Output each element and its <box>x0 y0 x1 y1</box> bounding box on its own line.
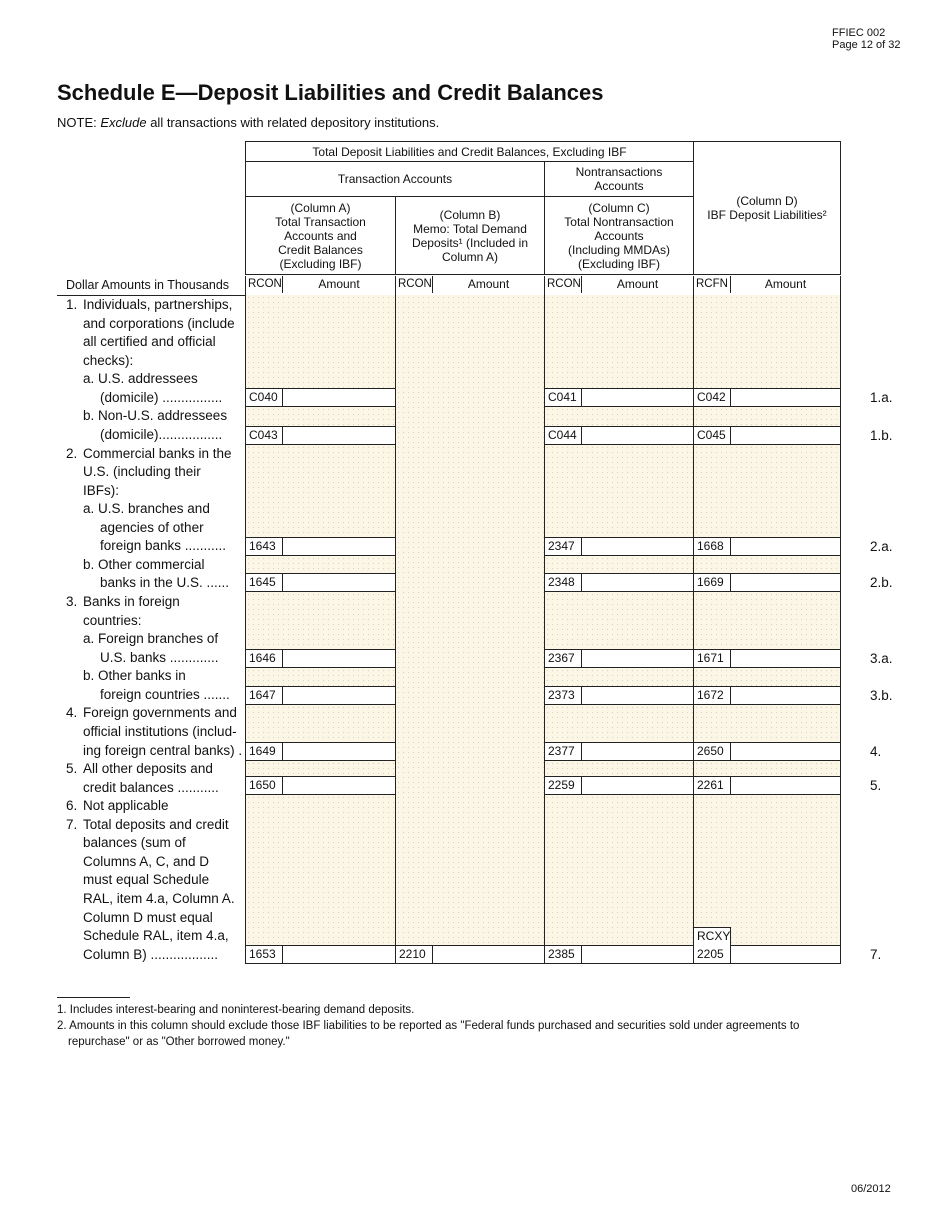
amount-field[interactable] <box>245 742 396 761</box>
item-text: a. Foreign branches of <box>83 631 219 647</box>
item-label-line <box>57 816 242 835</box>
item-text: a. U.S. branches and <box>83 501 210 517</box>
item-text: foreign banks ........... <box>100 538 227 554</box>
shaded-area <box>544 705 694 742</box>
column-subheader <box>693 276 841 295</box>
item-code: C044 <box>545 427 582 444</box>
item-label-line <box>57 649 242 668</box>
shaded-area <box>245 295 396 388</box>
amount-field[interactable] <box>544 776 694 795</box>
item-text: a. U.S. addressees <box>83 371 198 387</box>
item-text: All other deposits and <box>83 761 213 777</box>
shaded-area <box>544 668 694 686</box>
item-label-line <box>57 315 242 334</box>
item-label-line <box>57 612 242 631</box>
item-code: 1672 <box>694 687 731 704</box>
item-code: 2377 <box>545 743 582 760</box>
amount-label: Amount <box>467 277 510 291</box>
amount-field[interactable] <box>544 686 694 705</box>
item-label-line <box>57 946 242 965</box>
item-label-line <box>57 927 242 946</box>
item-label-line <box>57 426 242 445</box>
shaded-area <box>693 761 841 776</box>
item-code: 1649 <box>246 743 283 760</box>
page-number: Page 12 of 32 <box>832 39 901 51</box>
item-text: IBFs): <box>83 482 119 498</box>
shaded-area <box>245 407 396 426</box>
item-text: (domicile)................. <box>100 426 223 442</box>
line-number: 5. <box>870 778 882 793</box>
item-number: 3. <box>66 594 78 609</box>
line-number: 2.b. <box>870 575 893 590</box>
shaded-area <box>544 761 694 776</box>
item-label-line <box>57 500 242 519</box>
col-a-header-line: Credit Balances <box>278 242 363 257</box>
amount-field[interactable] <box>395 945 545 964</box>
col-c-header-line: (Including MMDAs) <box>567 242 671 257</box>
amount-field[interactable] <box>693 537 841 556</box>
item-text: checks): <box>83 352 134 368</box>
amount-field[interactable] <box>245 573 396 592</box>
item-code: 2385 <box>545 946 582 963</box>
item-code: 2210 <box>396 946 433 963</box>
item-label-line <box>57 389 242 408</box>
note-prefix: NOTE: <box>57 115 101 130</box>
prefix-label: RCON <box>396 276 433 293</box>
item-code: 1645 <box>246 574 283 591</box>
item-code: C041 <box>545 389 582 406</box>
shaded-area <box>395 295 545 945</box>
item-label-line <box>57 871 242 890</box>
item-code: 1671 <box>694 650 731 667</box>
item-label-line <box>57 630 242 649</box>
item-label-line <box>57 593 242 612</box>
shaded-area <box>693 668 841 686</box>
item-label-line <box>57 333 242 352</box>
shaded-area <box>693 407 841 426</box>
amount-label: Amount <box>318 277 360 291</box>
item-text: balances (sum of <box>83 835 186 851</box>
shaded-area <box>544 592 694 649</box>
item-code: 1646 <box>246 650 283 667</box>
amount-field[interactable] <box>245 945 396 964</box>
amount-field[interactable] <box>693 686 841 705</box>
amount-label: Amount <box>616 277 659 291</box>
amount-field[interactable] <box>693 742 841 761</box>
col-a-header-line: (Column A) <box>290 200 351 215</box>
shaded-area <box>245 668 396 686</box>
item-text: b. Non-U.S. addressees <box>83 408 228 424</box>
shaded-area <box>544 445 694 537</box>
item-text: and corporations (include <box>83 315 235 331</box>
item-text: agencies of other <box>100 519 204 535</box>
item-text: Column B) .................. <box>83 946 219 962</box>
item-text: (domicile) ................ <box>100 389 223 405</box>
item-text: Column D must equal <box>83 909 213 925</box>
line-number: 1.b. <box>870 428 893 443</box>
col-d-header-line: IBF Deposit Liabilities² <box>707 208 827 222</box>
item-text: foreign countries ....... <box>100 686 230 702</box>
shaded-area <box>693 556 841 573</box>
prefix-label: RCON <box>246 276 283 293</box>
shaded-area <box>693 705 841 742</box>
footnote-2: 2. Amounts in this column should exclude those IBF liabilities to be reported as "Federal funds purchased and securities sold under agreements to <box>57 1020 800 1032</box>
col-b-header-line: Deposits¹ (Included in <box>411 235 529 250</box>
amount-field[interactable] <box>693 945 841 964</box>
item-label-line <box>57 556 242 575</box>
item-label-line <box>57 370 242 389</box>
item-number: 1. <box>66 297 78 312</box>
item-label-line <box>57 760 242 779</box>
amount-field[interactable] <box>693 426 841 445</box>
item-code: 2259 <box>545 777 582 794</box>
item-label-line <box>57 537 242 556</box>
col-c-header-line: (Column C) <box>588 200 650 215</box>
item-text: Total deposits and credit <box>83 816 229 832</box>
col-c-header-line: Accounts <box>594 228 644 243</box>
header-col-d <box>693 141 841 275</box>
amount-field[interactable] <box>693 388 841 407</box>
item-label-line <box>57 704 242 723</box>
item-label-line <box>57 296 242 315</box>
prefix-label: RCON <box>545 276 582 293</box>
amount-field[interactable] <box>245 776 396 795</box>
col-b-header-line: (Column B) <box>439 207 501 222</box>
item-code: 2348 <box>545 574 582 591</box>
form-header <box>832 27 901 51</box>
prefix-label: RCFN <box>694 276 731 293</box>
amount-field[interactable] <box>544 537 694 556</box>
footnote-1: 1. Includes interest-bearing and noninterest-bearing demand deposits. <box>57 1004 415 1016</box>
amount-field[interactable] <box>544 388 694 407</box>
item-text: ing foreign central banks) . <box>83 742 242 758</box>
header-transaction: Transaction Accounts <box>245 161 545 197</box>
item-label-line <box>57 890 242 909</box>
item-code: C040 <box>246 389 283 406</box>
item-code: 2261 <box>694 777 731 794</box>
shaded-area <box>693 795 841 945</box>
item-text: Foreign governments and <box>83 705 237 721</box>
item-text: Schedule RAL, item 4.a, <box>83 928 229 944</box>
item-code: 2373 <box>545 687 582 704</box>
item-label-line <box>57 482 242 501</box>
amount-field[interactable] <box>245 388 396 407</box>
item-label-line <box>57 797 242 816</box>
item-labels <box>57 296 242 964</box>
item-label-line <box>57 779 242 798</box>
item-code: 1653 <box>246 946 283 963</box>
item-label-line <box>57 667 242 686</box>
line-number: 3.b. <box>870 688 893 703</box>
header-nontransaction: Nontransactions Accounts <box>544 161 694 197</box>
amount-field[interactable] <box>544 573 694 592</box>
shaded-area <box>245 795 396 945</box>
amount-label: Amount <box>764 277 807 291</box>
note-rest: all transactions with related depository institutions. <box>146 115 440 130</box>
item-number: 5. <box>66 761 78 777</box>
shaded-area <box>693 445 841 537</box>
header-col-a <box>245 196 396 275</box>
dollar-amounts-label: Dollar Amounts in Thousands <box>66 278 230 292</box>
shaded-area <box>245 705 396 742</box>
item-code: C045 <box>694 427 731 444</box>
item-label-line <box>57 853 242 872</box>
item-text: all certified and official <box>83 334 216 350</box>
amount-field[interactable] <box>245 686 396 705</box>
form-id: FFIEC 002 <box>832 27 886 39</box>
item-text: banks in the U.S. ...... <box>100 575 230 591</box>
col-c-header-line: Total Nontransaction <box>564 214 674 229</box>
header-group: Total Deposit Liabilities and Credit Balances, Excluding IBF <box>245 141 694 162</box>
item-label-line <box>57 574 242 593</box>
item-number: 2. <box>66 445 78 461</box>
shaded-area <box>544 556 694 573</box>
col-a-header-line: Total Transaction <box>275 214 366 229</box>
amount-field[interactable] <box>245 649 396 668</box>
line-number: 1.a. <box>870 390 893 405</box>
amount-field[interactable] <box>693 776 841 795</box>
item-text: must equal Schedule <box>83 872 210 888</box>
line-number: 3.a. <box>870 651 893 666</box>
amount-field[interactable] <box>544 742 694 761</box>
footnote-rule <box>57 997 130 998</box>
col-d-header-line: (Column D) <box>736 194 798 208</box>
line-number: 4. <box>870 744 882 759</box>
shaded-area <box>245 556 396 573</box>
item-text: Columns A, C, and D <box>83 853 210 869</box>
item-code: 1647 <box>246 687 283 704</box>
item-text: U.S. banks ............. <box>100 649 219 665</box>
item-number: 4. <box>66 705 78 721</box>
item-text: Not applicable <box>83 798 169 814</box>
item-label-line <box>57 834 242 853</box>
item-code: 1643 <box>246 538 283 555</box>
item-label-line <box>57 407 242 426</box>
item-code: 2367 <box>545 650 582 667</box>
item-code: 2205 <box>694 946 731 963</box>
shaded-area <box>245 445 396 537</box>
item-code: 1668 <box>694 538 731 555</box>
item-text: RAL, item 4.a, Column A. <box>83 891 235 906</box>
item-number: 7. <box>66 816 78 832</box>
col-a-header-line: (Excluding IBF) <box>279 256 362 271</box>
item-label-line <box>57 445 242 464</box>
item-code: C043 <box>246 427 283 444</box>
header-col-c <box>544 196 694 275</box>
item-text: Individuals, partnerships, <box>83 297 233 312</box>
header-col-b <box>395 196 545 275</box>
note-emphasis: Exclude <box>100 115 147 130</box>
shaded-area <box>544 407 694 426</box>
shaded-area <box>544 295 694 388</box>
item-code: 1650 <box>246 777 283 794</box>
rcxy-label: RCXY <box>697 929 731 943</box>
shaded-area <box>693 592 841 649</box>
shaded-area <box>693 295 841 388</box>
item-number: 6. <box>66 798 78 814</box>
shaded-area <box>245 761 396 776</box>
item-code: 2347 <box>545 538 582 555</box>
amount-field[interactable] <box>693 573 841 592</box>
col-b-header-line: Column A) <box>441 249 499 264</box>
item-label-line <box>57 352 242 371</box>
amount-field[interactable] <box>693 649 841 668</box>
item-text: Banks in foreign <box>83 594 180 609</box>
item-label-line <box>57 723 242 742</box>
item-text: credit balances ........... <box>83 779 219 795</box>
amount-field[interactable] <box>544 649 694 668</box>
page-title: Schedule E—Deposit Liabilities and Credit Balances <box>57 80 604 105</box>
item-text: b. Other banks in <box>83 668 186 684</box>
line-number: 7. <box>870 947 882 962</box>
rcxy-prefix <box>693 927 731 946</box>
amount-field[interactable] <box>544 426 694 445</box>
item-text: b. Other commercial <box>83 556 205 572</box>
item-code: C042 <box>694 389 731 406</box>
item-label-line <box>57 519 242 538</box>
item-label-line <box>57 686 242 705</box>
item-text: official institutions (includ- <box>83 723 237 739</box>
column-subheader <box>245 276 396 295</box>
column-subheader <box>395 276 545 295</box>
amount-field[interactable] <box>245 537 396 556</box>
item-label-line <box>57 463 242 482</box>
item-code: 2650 <box>694 743 731 760</box>
item-text: U.S. (including their <box>83 464 201 480</box>
amount-field[interactable] <box>544 945 694 964</box>
footnote-2-cont: repurchase" or as "Other borrowed money." <box>68 1036 290 1048</box>
item-label-line <box>57 909 242 928</box>
col-b-header-line: Memo: Total Demand <box>413 221 527 236</box>
item-code: 1669 <box>694 574 731 591</box>
col-c-header-line: (Excluding IBF) <box>577 256 661 271</box>
note <box>57 115 439 130</box>
item-text: countries: <box>83 612 142 628</box>
item-text: Commercial banks in the <box>83 445 232 461</box>
shaded-area <box>245 592 396 649</box>
shaded-area <box>544 795 694 945</box>
item-label-line <box>57 742 242 761</box>
footer-date: 06/2012 <box>851 1183 891 1195</box>
amount-field[interactable] <box>245 426 396 445</box>
line-number: 2.a. <box>870 539 893 554</box>
column-subheader <box>544 276 694 295</box>
col-a-header-line: Accounts and <box>284 228 357 243</box>
